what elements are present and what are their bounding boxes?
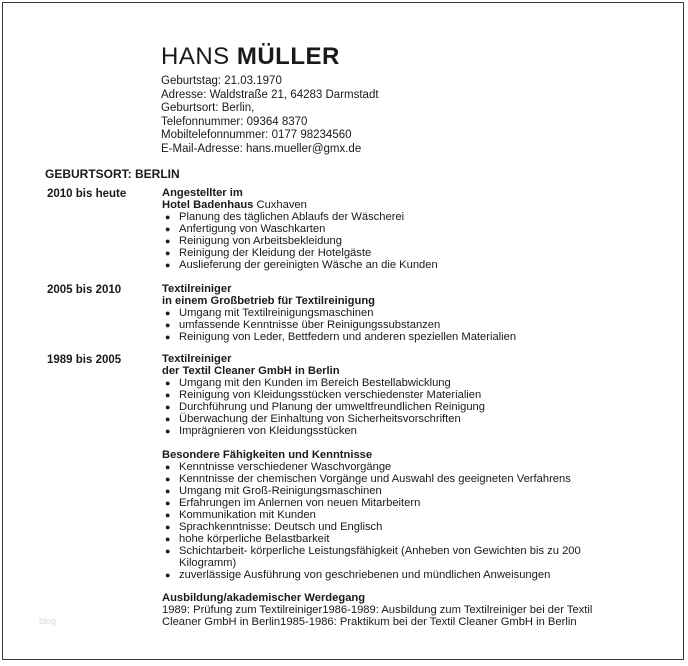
bullet-icon: ●: [165, 570, 171, 580]
entry-employer: [162, 295, 622, 307]
entry-period: 2010 bis heute: [47, 188, 127, 200]
entry-body: [162, 353, 622, 437]
list-item: ● Umgang mit Groß-Reinigungsmaschinen: [165, 485, 382, 497]
employer-name: der Textil Cleaner GmbH in Berlin: [162, 365, 340, 377]
list-item: ● Imprägnieren von Kleidungsstücken: [165, 425, 357, 437]
entry-bullet-list: [162, 307, 622, 343]
bullet-icon: ●: [165, 320, 171, 330]
bullet-icon: ●: [165, 546, 171, 556]
bullet-icon: ●: [165, 212, 171, 222]
section-heading: GEBURTSORT: BERLIN: [45, 167, 180, 181]
entry-title: Textilreiniger: [162, 353, 232, 365]
bullet-icon: ●: [165, 414, 171, 424]
list-item: ● Reinigung der Kleidung der Hotelgäste: [165, 247, 372, 259]
list-item: ● hohe körperliche Belastbarkeit: [165, 533, 330, 545]
bullet-icon: ●: [165, 522, 171, 532]
list-item: ● umfassende Kenntnisse über Reinigungssubstanzen: [165, 319, 441, 331]
list-item: ● Reinigung von Leder, Bettfedern und anderen speziellen Materialien: [165, 331, 517, 343]
entry-bullet-list: [162, 211, 622, 271]
list-item: ● Kenntnisse der chemischen Vorgänge und Auswahl des geeigneten Verfahrens: [165, 473, 571, 485]
bullet-icon: ●: [165, 474, 171, 484]
list-item: ● Umgang mit den Kunden im Bereich Bestellabwicklung: [165, 377, 451, 389]
list-item: ● Reinigung von Arbeitsbekleidung: [165, 235, 342, 247]
entry-title: Textilreiniger: [162, 283, 232, 295]
entry-body: [162, 187, 622, 271]
bullet-icon: ●: [165, 260, 171, 270]
education-text: 1989: Prüfung zum Textilreiniger1986-1989: Ausbildung zum Textilreiniger bei der Textil Cleaner GmbH in Berlin1985-1986: Praktikum bei der Textil Cleaner GmbH in Berlin: [162, 604, 593, 628]
watermark: blog: [39, 616, 57, 626]
list-item: ● zuverlässige Ausführung von geschriebenen und mündlichen Anweisungen: [165, 569, 551, 581]
list-item: ● Durchführung und Planung der umweltfreundlichen Reinigung: [165, 401, 485, 413]
contact-details: [161, 75, 379, 157]
bullet-icon: ●: [165, 510, 171, 520]
education-heading: Ausbildung/akademischer Werdegang: [162, 592, 366, 604]
list-item: ● Reinigung von Kleidungsstücken verschiedenster Materialien: [165, 389, 482, 401]
entry-employer: [162, 365, 622, 377]
mobile-line: Mobiltelefonnummer: 0177 98234560: [161, 129, 352, 142]
email-line: E-Mail-Adresse: hans.mueller@gmx.de: [161, 142, 362, 155]
bullet-icon: ●: [165, 248, 171, 258]
birthday-line: Geburtstag: 21.03.1970: [161, 75, 282, 87]
address-line: Adresse: Waldstraße 21, 64283 Darmstadt: [161, 88, 379, 101]
skills-section: [162, 449, 622, 581]
bullet-icon: ●: [165, 236, 171, 246]
resume-page: [2, 2, 684, 660]
bullet-icon: ●: [165, 462, 171, 472]
list-item: ● Umgang mit Textilreinigungsmaschinen: [165, 307, 374, 319]
entry-bullet-list: [162, 377, 622, 437]
list-item: ● Planung des täglichen Ablaufs der Wäscherei: [165, 211, 405, 223]
list-item: ● Schichtarbeit- körperliche Leistungsfähigkeit (Anheben von Gewichten bis zu 200 Kilogramm): [165, 545, 581, 569]
skills-heading: Besondere Fähigkeiten und Kenntnisse: [162, 449, 373, 461]
list-item: ● Anfertigung von Waschkarten: [165, 223, 326, 235]
education-section: [162, 592, 622, 628]
bullet-icon: ●: [165, 498, 171, 508]
bullet-icon: ●: [165, 390, 171, 400]
bullet-icon: ●: [165, 332, 171, 342]
bullet-icon: ●: [165, 534, 171, 544]
list-item: ● Auslieferung der gereinigten Wäsche an die Kunden: [165, 259, 438, 271]
entry-employer: [162, 199, 622, 211]
birthplace-line: Geburtsort: Berlin,: [161, 102, 255, 115]
bullet-icon: ●: [165, 402, 171, 412]
list-item: ● Kenntnisse verschiedener Waschvorgänge: [165, 461, 392, 473]
first-name: HANS: [161, 43, 230, 70]
employer-name: in einem Großbetrieb für Textilreinigung: [162, 295, 375, 307]
employer-name: Hotel Badenhaus: [162, 199, 254, 211]
bullet-icon: ●: [165, 486, 171, 496]
bullet-icon: ●: [165, 426, 171, 436]
employer-location: Cuxhaven: [253, 199, 307, 211]
bullet-icon: ●: [165, 224, 171, 234]
list-item: ● Erfahrungen im Anlernen von neuen Mitarbeitern: [165, 497, 421, 509]
entry-period: 1989 bis 2005: [47, 354, 122, 366]
list-item: ● Kommunikation mit Kunden: [165, 509, 316, 521]
bullet-icon: ●: [165, 308, 171, 318]
bullet-icon: ●: [165, 378, 171, 388]
skills-list: [162, 461, 622, 581]
list-item: ● Überwachung der Einhaltung von Sicherheitsvorschriften: [165, 413, 461, 425]
last-name: MÜLLER: [236, 43, 340, 70]
entry-body: [162, 283, 622, 343]
entry-period: 2005 bis 2010: [47, 284, 122, 296]
phone-line: Telefonnummer: 09364 8370: [161, 115, 308, 128]
resume-name: [161, 43, 340, 71]
list-item: ● Sprachkenntnisse: Deutsch und Englisch: [165, 521, 383, 533]
entry-title: Angestellter im: [162, 187, 243, 199]
